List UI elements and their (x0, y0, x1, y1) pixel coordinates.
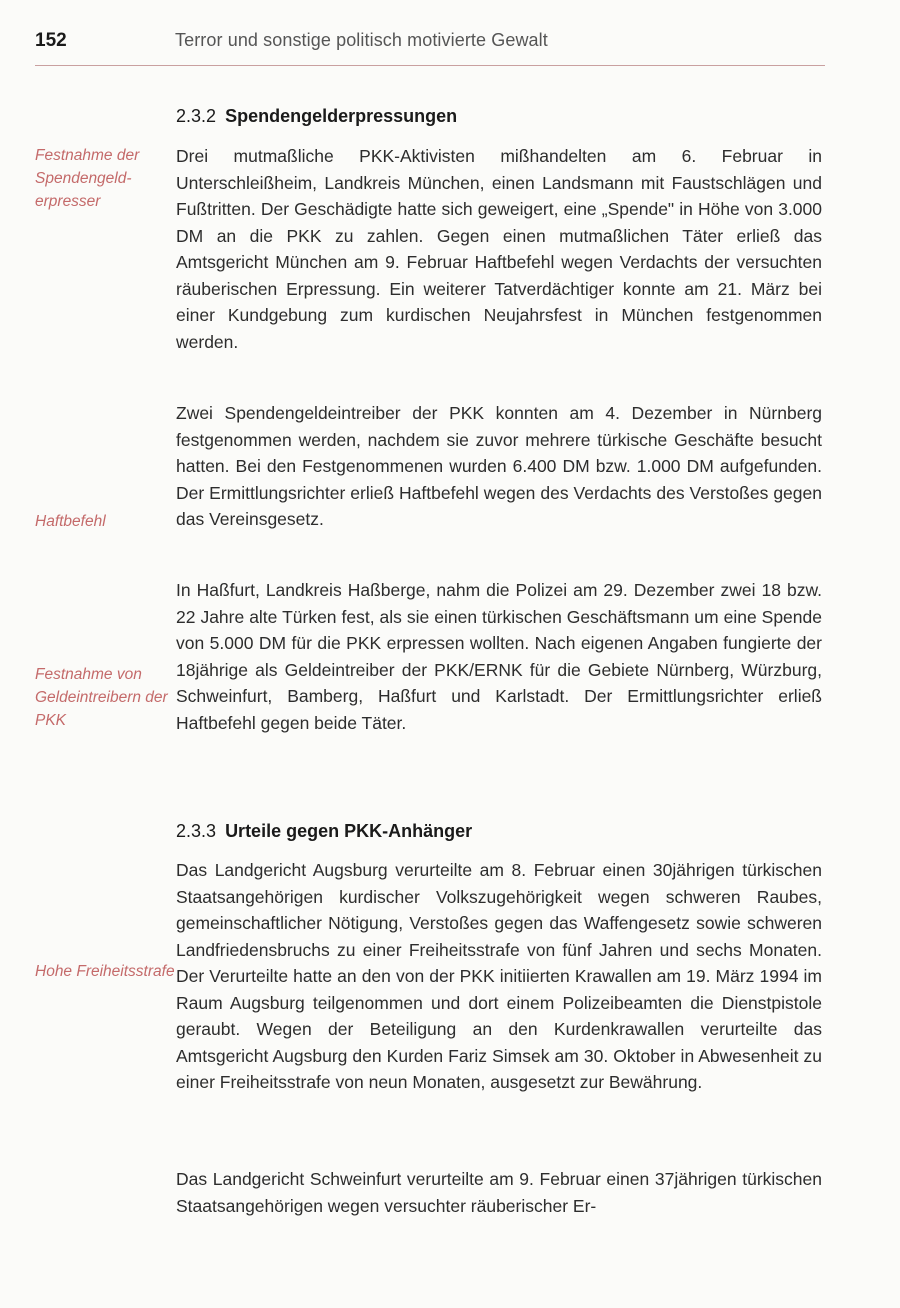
section-title: Urteile gegen PKK-Anhänger (225, 821, 473, 841)
header-rule (35, 65, 825, 66)
page-number: 152 (35, 30, 67, 51)
margin-note-festnahme-geldeintreiber: Festnahme von Geldeintreibern der PKK (35, 666, 168, 729)
section-heading-2-3-3 (176, 818, 822, 844)
margin-note-festnahme-spendengelderpresser: Festnahme der Spendengeld-erpresser (35, 147, 140, 210)
section-heading-2-3-2 (176, 103, 822, 129)
paragraph: In Haßfurt, Landkreis Haßberge, nahm die Polizei am 29. Dezember zwei 18 bzw. 22 Jahre alte Türken fest, als sie einen türkischen Geschäftsmann um eine Spende von 5.000 DM für die PKK erpressen wollten. Nach eigenen Angaben fungierte der 18jährige als Geldeintreiber der PKK/ERNK für die Gebiete Nürnberg, Würzburg, Schweinfurt, Bamberg, Haßfurt und Karlstadt. Der Ermittlungsrichter erließ Haftbefehl gegen beide Täter. (176, 580, 822, 733)
page-header (35, 30, 825, 62)
paragraph: Zwei Spendengeldeintreiber der PKK konnten am 4. Dezember in Nürnberg festgenommen werden, nachdem sie zuvor mehrere türkische Geschäfte besucht hatten. Bei den Festgenommenen wurden 6.400 DM bzw. 1.000 DM aufgefunden. Der Ermittlungsrichter erließ Haftbefehl wegen des Verdachts des Verstoßes gegen das Vereinsgesetz. (176, 403, 822, 529)
section-number: 2.3.3 (176, 821, 217, 841)
section-title: Spendengelderpressungen (225, 106, 458, 126)
running-title: Terror und sonstige politisch motivierte Gewalt (175, 30, 548, 50)
paragraph: Das Landgericht Augsburg verurteilte am 8. Februar einen 30jährigen türkischen Staatsangehörigen kurdischer Volkszugehörigkeit wegen schweren Raubes, gemeinschaftlicher Nötigung, Verstoßes gegen das Waffengesetz sowie schweren Landfriedensbruchs zu einer Freiheitsstrafe von fünf Jahren und sechs Monaten. Der Verurteilte hatte an den von der PKK initiierten Krawallen am 19. März 1994 im Raum Augsburg teilgenommen und dort einem Polizeibeamten die Dienstpistole geraubt. Wegen der Beteiligung an den Kurdenkrawallen verurteilte das Amtsgericht Augsburg den Kurden Fariz Simsek am 30. Oktober in Abwesenheit zu einer Freiheitsstrafe von neun Monaten, ausgesetzt zur Bewährung. (176, 860, 822, 1092)
paragraph: Drei mutmaßliche PKK-Aktivisten mißhandelten am 6. Februar in Unterschleißheim, Landkreis München, einen Landsmann mit Faustschlägen und Fußtritten. Der Geschädigte hatte sich geweigert, eine „Spende" in Höhe von 3.000 DM an die PKK zu zahlen. Gegen einen mutmaßlichen Täter erließ das Amtsgericht München am 9. Februar Haftbefehl wegen Verdachts der versuchten räuberischen Erpressung. Ein weiterer Tatverdächtiger konnte am 21. März bei einer Kundgebung zum kurdischen Neujahrsfest in München festgenommen werden. (176, 146, 822, 352)
section-number: 2.3.2 (176, 106, 217, 126)
paragraph: Das Landgericht Schweinfurt verurteilte am 9. Februar einen 37jährigen türkischen Staatsangehörigen wegen versuchter räuberischer Er- (176, 1169, 822, 1216)
margin-note-hohe-freiheitsstrafe: Hohe Freiheitsstrafe (35, 963, 175, 980)
margin-note-haftbefehl: Haftbefehl (35, 513, 106, 530)
